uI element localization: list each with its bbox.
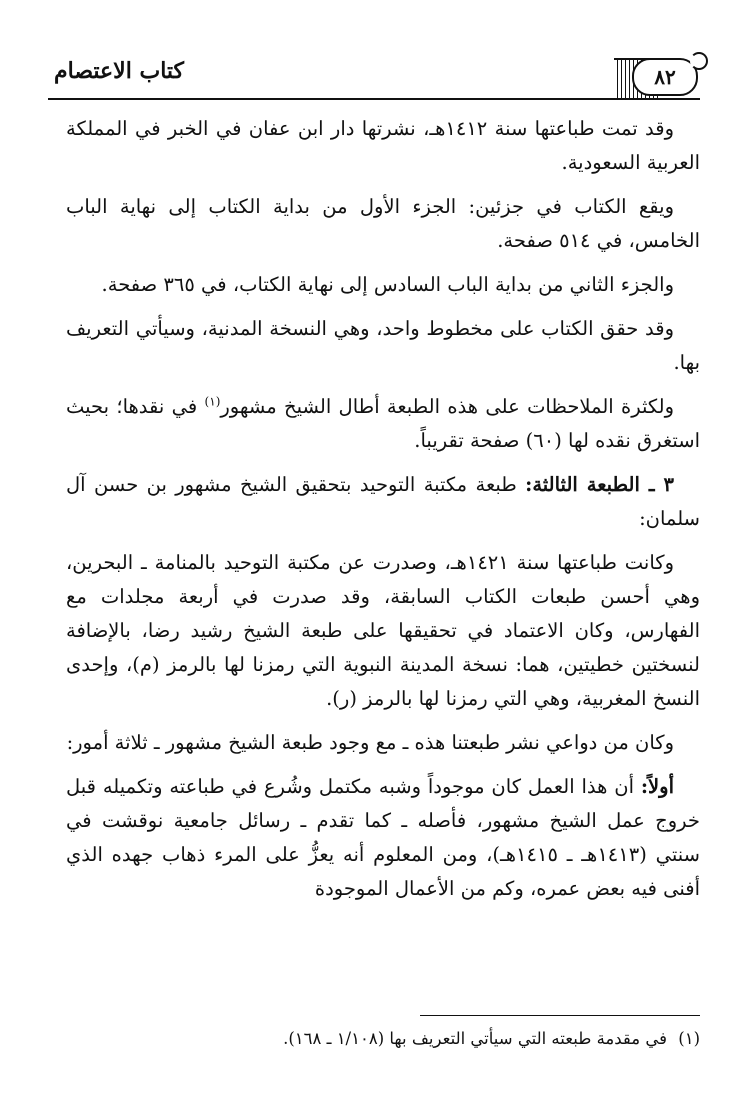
book-title: كتاب الاعتصام	[54, 58, 185, 84]
section-heading: ٣ ـ الطبعة الثالثة:	[525, 473, 674, 496]
page-number-ornament	[590, 50, 700, 100]
footnote-marker: (١)	[678, 1029, 700, 1048]
paragraph: ولكثرة الملاحظات على هذه الطبعة أطال الشيخ مشهور$^{(١)}$ في نقدها؛ بحيث استغرق نقده لها (٦٠) صفحة تقريباً.	[66, 394, 700, 452]
paragraph: وكان من دواعي نشر طبعتنا هذه ـ مع وجود طبعة الشيخ مشهور ـ ثلاثة أمور:	[66, 731, 674, 754]
footnote-ref: (١)	[204, 394, 221, 409]
paragraph: أولاً: أن هذا العمل كان موجوداً وشبه مكتمل وشُرع في طباعته وتكميله قبل خروج عمل الشيخ مشهور، فأصله ـ كما تقدم ـ رسائل جامعية نوقشت في سنتي (١٤١٣هـ ـ ١٤١٥هـ)، ومن المعلوم أنه يعزُّ على المرء ذهاب جهده الذي أفنى فيه بعض عمره، وكم من الأعمال الموجودة	[66, 775, 701, 900]
footnote	[66, 1026, 700, 1052]
paragraph: والجزء الثاني من بداية الباب السادس إلى نهاية الكتاب، في ٣٦٥ صفحة.	[101, 273, 674, 296]
header-rule	[48, 98, 700, 100]
page-number: ٨٢	[632, 58, 698, 96]
paragraph: وقد تمت طباعتها سنة ١٤١٢هـ، نشرتها دار ابن عفان في الخبر في المملكة العربية السعودية.	[66, 117, 700, 174]
paragraph: ٣ ـ الطبعة الثالثة: طبعة مكتبة التوحيد بتحقيق الشيخ مشهور بن حسن آل سلمان:	[66, 473, 700, 530]
footnote-divider	[420, 1015, 700, 1016]
hook-ornament	[690, 52, 708, 70]
page-header	[48, 50, 700, 102]
point-heading: أولاً:	[640, 775, 674, 798]
footnote-text: في مقدمة طبعته التي سيأتي التعريف بها (١/١٠٨ ـ ١٦٨).	[283, 1029, 667, 1048]
main-text	[66, 112, 700, 916]
paragraph: ويقع الكتاب في جزئين: الجزء الأول من بداية الكتاب إلى نهاية الباب الخامس، في ٥١٤ صفحة.	[66, 195, 700, 252]
paragraph: وقد حقق الكتاب على مخطوط واحد، وهي النسخة المدنية، وسيأتي التعريف بها.	[66, 317, 700, 374]
paragraph: وكانت طباعتها سنة ١٤٢١هـ، وصدرت عن مكتبة التوحيد بالمنامة ـ البحرين، وهي أحسن طبعات الكتاب السابقة، وقد صدرت في أربعة مجلدات مع الفهارس، وكان الاعتماد في تحقيقها على طبعة الشيخ رشيد رضا، بالإضافة لنسختين خطيتين، هما: نسخة المدينة النبوية التي رمزنا لها بالرمز (م)، وإحدى النسخ المغربية، وهي التي رمزنا لها بالرمز (ر).	[66, 551, 700, 710]
